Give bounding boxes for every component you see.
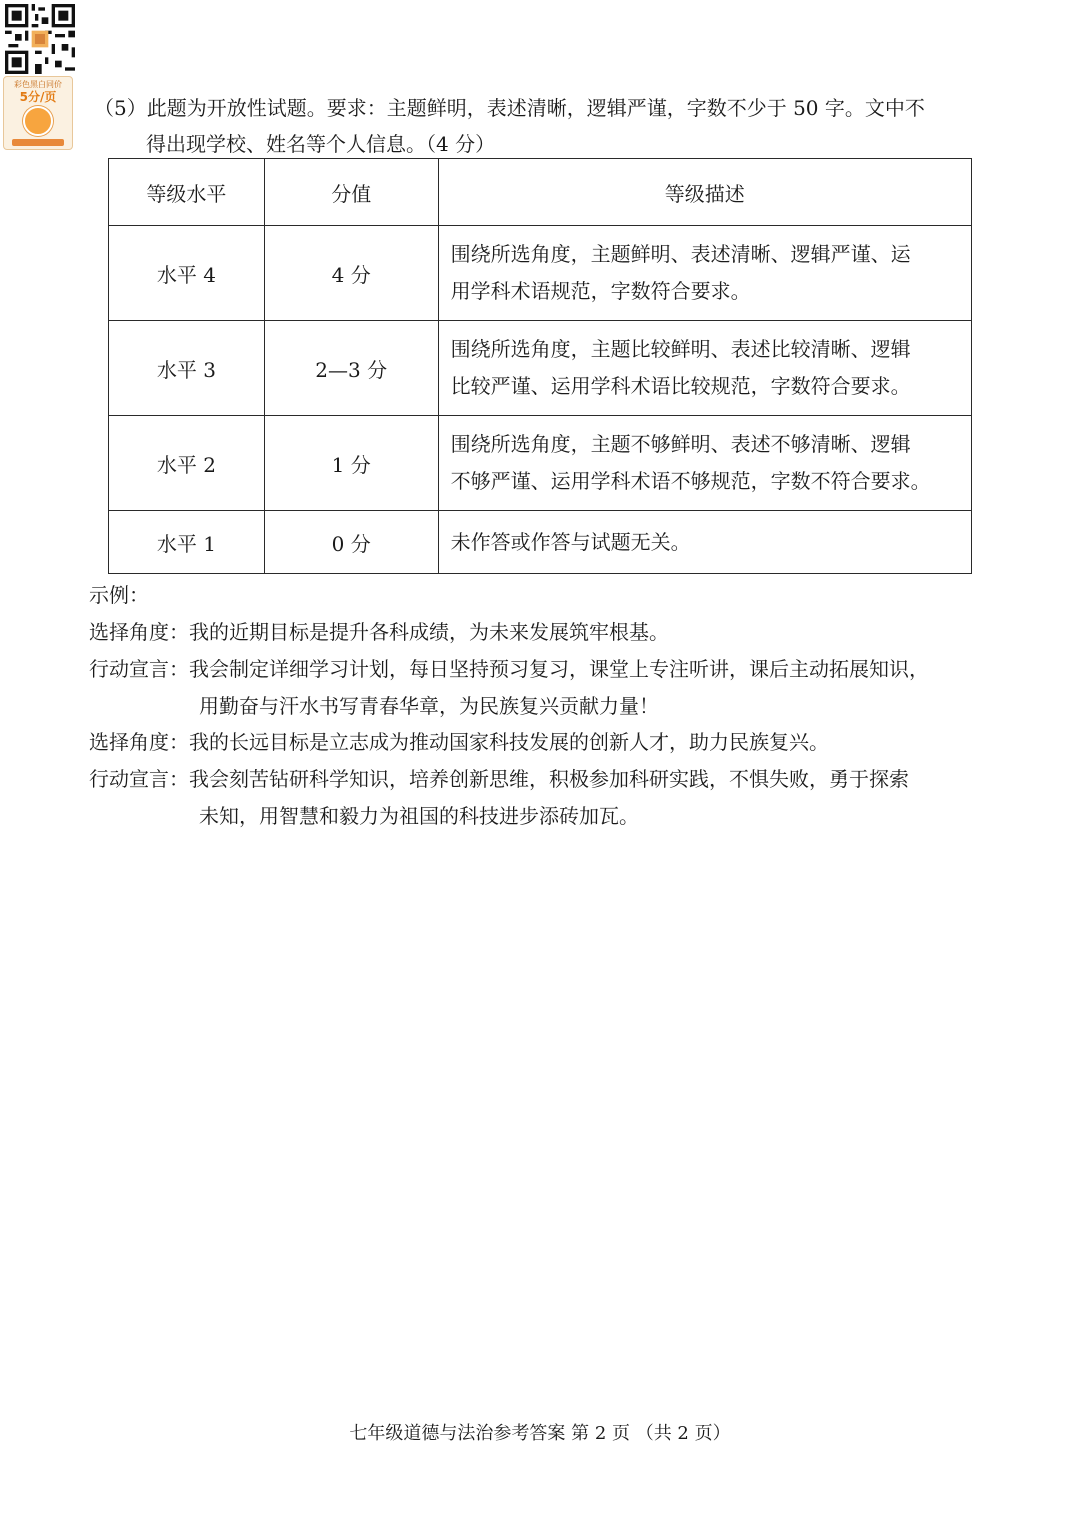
description-cell (438, 416, 971, 511)
example-text: 我的长远目标是立志成为推动国家科技发展的创新人才，助力民族复兴。 (189, 730, 829, 754)
description-line: 围绕所选角度，主题不够鲜明、表述不够清晰、逻辑 (450, 432, 911, 456)
qr-code-image (5, 4, 75, 74)
example-label: 选择角度： (89, 620, 189, 644)
score-cell: 4 分 (264, 226, 438, 321)
description-line: 围绕所选角度，主题鲜明、表述清晰、逻辑严谨、运 (450, 242, 911, 266)
description-line: 不够严谨、运用学科术语不够规范，字数不符合要求。 (450, 469, 931, 493)
description-cell (438, 226, 971, 321)
level-cell: 水平 2 (109, 416, 265, 511)
example-item-1 (89, 614, 669, 651)
description-cell (438, 511, 971, 574)
rubric-table (108, 158, 972, 574)
example-item-3 (89, 724, 829, 761)
table-header-row (109, 159, 972, 226)
description-line: 未作答或作答与试题无关。 (450, 529, 691, 554)
level-cell: 水平 4 (109, 226, 265, 321)
example-item-2 (89, 651, 929, 688)
table-row (109, 416, 972, 511)
example-item-2-continued: 用勤奋与汗水书写青春华章，为民族复兴贡献力量！ (199, 694, 659, 718)
example-heading: 示例： (89, 583, 149, 607)
table-row (109, 511, 972, 574)
score-cell: 2—3 分 (264, 321, 438, 416)
table-row (109, 226, 972, 321)
promo-bottom-strip (12, 139, 64, 146)
example-text: 我会刻苦钻研科学知识，培养创新思维，积极参加科研实践，不惧失败，勇于探索 (189, 767, 909, 791)
promo-price-text: 5分/页 (19, 90, 57, 104)
example-label: 行动宣言： (89, 767, 189, 791)
level-cell: 水平 3 (109, 321, 265, 416)
table-row (109, 321, 972, 416)
example-item-4-continued: 未知，用智慧和毅力为祖国的科技进步添砖加瓦。 (199, 804, 639, 828)
question-line-1: （5）此题为开放性试题。要求：主题鲜明，表述清晰，逻辑严谨，字数不少于 50 字。文中不 (94, 96, 925, 120)
description-cell (438, 321, 971, 416)
description-line: 用学科术语规范，字数符合要求。 (450, 279, 751, 303)
level-cell: 水平 1 (109, 511, 265, 574)
example-text: 我会制定详细学习计划，每日坚持预习复习，课堂上专注听讲，课后主动拓展知识， (189, 657, 929, 681)
promo-sticker (3, 76, 73, 150)
example-text: 我的近期目标是提升各科成绩，为未来发展筑牢根基。 (189, 620, 669, 644)
page-footer: 七年级道德与法治参考答案 第 2 页 （共 2 页） (349, 1423, 731, 1444)
description-line: 比较严谨、运用学科术语比较规范，字数符合要求。 (450, 374, 911, 398)
header-description: 等级描述 (438, 159, 971, 226)
header-score: 分值 (264, 159, 438, 226)
header-level: 等级水平 (109, 159, 265, 226)
mascot-badge-icon (23, 106, 53, 136)
example-label: 选择角度： (89, 730, 189, 754)
example-item-4 (89, 761, 909, 798)
question-line-2: 得出现学校、姓名等个人信息。（4 分） (146, 132, 496, 156)
description-line: 围绕所选角度，主题比较鲜明、表述比较清晰、逻辑 (450, 337, 911, 361)
example-label: 行动宣言： (89, 657, 189, 681)
promo-top-text: 彩色黑白同价 (14, 80, 62, 89)
score-cell: 1 分 (264, 416, 438, 511)
score-cell: 0 分 (264, 511, 438, 574)
